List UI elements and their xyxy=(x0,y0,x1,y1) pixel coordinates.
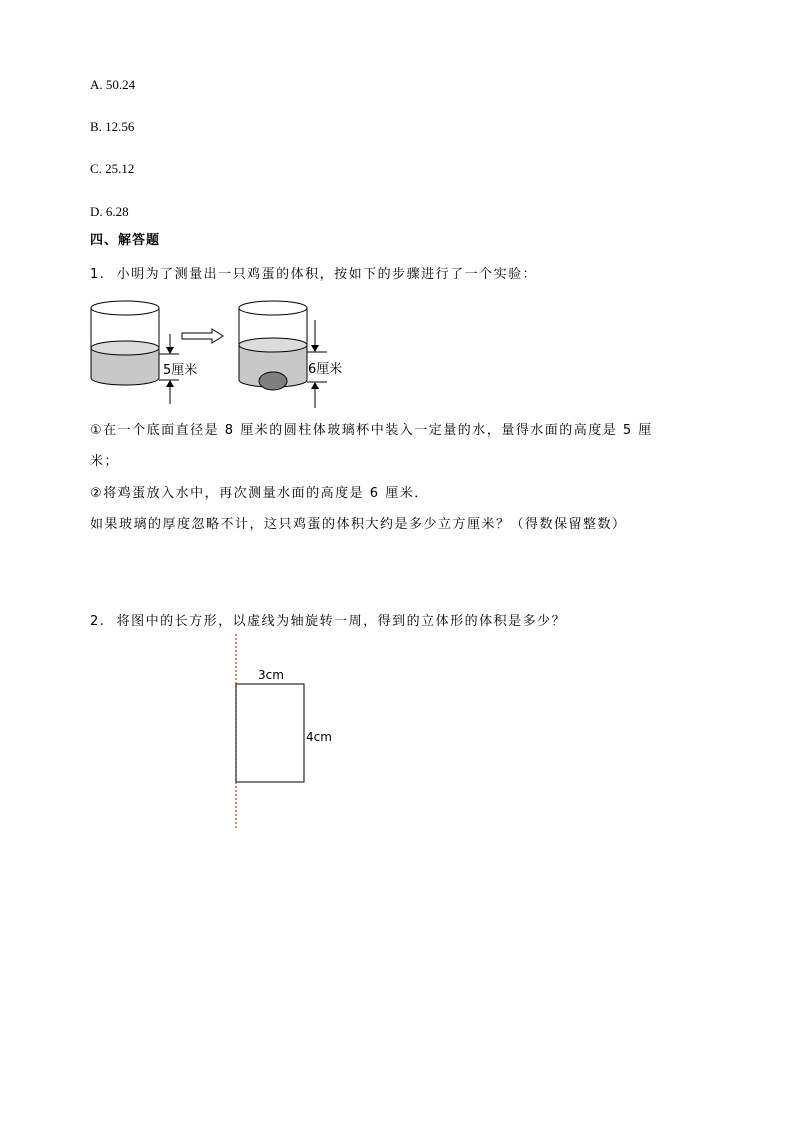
q2-number: 2. xyxy=(90,614,106,629)
label-6cm: 6厘米 xyxy=(308,362,343,377)
egg-icon xyxy=(259,372,287,390)
q1-question: 如果玻璃的厚度忽略不计，这只鸡蛋的体积大约是多少立方厘米？（得数保留整数） xyxy=(90,517,627,532)
q1-prompt xyxy=(90,263,537,282)
transition-arrow xyxy=(182,329,223,343)
option-a: A. 50.24 xyxy=(90,77,136,92)
option-b: B. 12.56 xyxy=(90,119,135,134)
rectangle xyxy=(236,684,304,782)
q2-figure xyxy=(220,632,340,832)
q2-text: 将图中的长方形，以虚线为轴旋转一周，得到的立体形的体积是多少？ xyxy=(116,614,567,629)
q1-step2: ②将鸡蛋放入水中，再次测量水面的高度是 6 厘米． xyxy=(90,486,429,501)
q1-number: 1. xyxy=(90,267,106,282)
q1-text: 小明为了测量出一只鸡蛋的体积，按如下的步骤进行了一个实验： xyxy=(116,267,538,282)
q1-step1-line1: ①在一个底面直径是 8 厘米的圆柱体玻璃杯中装入一定量的水，量得水面的高度是 5 厘 xyxy=(90,423,653,438)
option-d: D. 6.28 xyxy=(90,204,129,219)
cylinder-after xyxy=(239,301,307,390)
height-label: 4cm xyxy=(306,730,332,744)
q2-prompt xyxy=(90,610,566,629)
cylinder-before xyxy=(91,301,159,385)
width-label: 3cm xyxy=(258,668,284,682)
option-c: C. 25.12 xyxy=(90,161,135,176)
q1-step1-line2: 米； xyxy=(90,454,120,469)
section-heading: 四、解答题 xyxy=(90,233,161,248)
label-5cm: 5厘米 xyxy=(163,363,198,378)
q1-figure xyxy=(86,292,356,412)
